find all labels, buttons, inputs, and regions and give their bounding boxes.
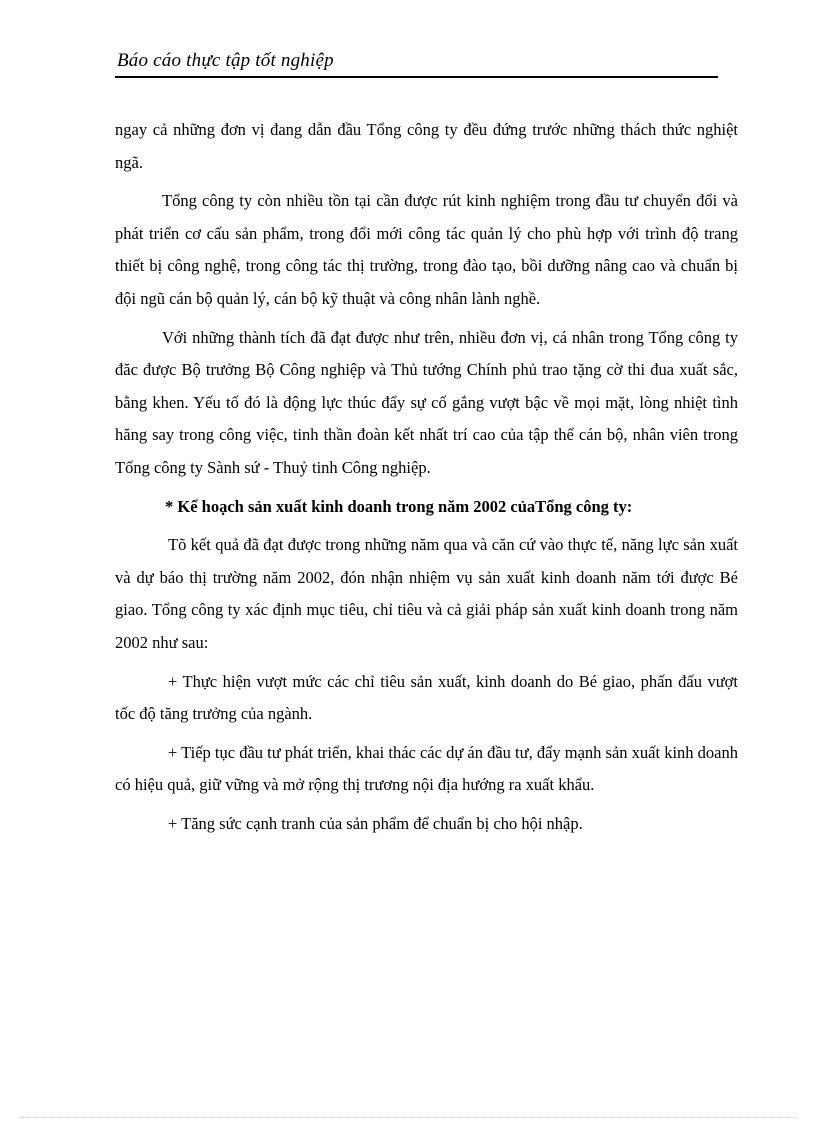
page-header — [115, 48, 718, 78]
paragraph-shortcomings: Tổng công ty còn nhiều tồn tại cần được rút kinh nghiệm trong đầu tư chuyển đổi và phát triển cơ cấu sản phẩm, trong đổi mới công tác quản lý cho phù hợp với trình độ trang thiết bị công nghệ, trong công tác thị trường, trong đào tạo, bồi dưỡng nâng cao và chuẩn bị đội ngũ cán bộ quản lý, cán bộ kỹ thuật và công nhân lành nghề. — [115, 191, 738, 308]
plan-intro: Tõ kết quả đã đạt được trong những năm qua và căn cứ vào thực tế, năng lực sản xuất và dự báo thị trường năm 2002, đón nhận nhiệm vụ sản xuất kinh doanh năm tới được Bé giao. Tổng công ty xác định mục tiêu, chỉ tiêu và cả giải pháp sản xuất kinh doanh trong năm 2002 như sau: — [115, 535, 738, 652]
plan-item: + Thực hiện vượt mức các chỉ tiêu sản xuất, kinh doanh do Bé giao, phấn đấu vượt tốc độ tăng trưởng của ngành. — [115, 671, 738, 724]
document-body — [115, 114, 738, 846]
paragraph-challenges: ngay cả những đơn vị đang dẫn đầu Tổng công ty đều đứng trước những thách thức nghiệt ngã. — [115, 120, 738, 172]
paragraph-achievements: Với những thành tích đã đạt được như trên, nhiều đơn vị, cá nhân trong Tổng công ty đăc được Bộ trưởng Bộ Công nghiệp và Thủ tướng Chính phủ trao tặng cờ thi đua xuất sắc, bằng khen. Yếu tố đó là động lực thúc đẩy sự cố gắng vượt bậc về mọi mặt, lòng nhiệt tình hăng say trong công việc, tinh thần đoàn kết nhất trí cao của tập thể cán bộ, nhân viên trong Tổng công ty Sành sứ - Thuỷ tinh Công nghiệp. — [115, 327, 738, 477]
header-title: Báo cáo thực tập tốt nghiệp — [117, 50, 334, 71]
plan-item: + Tăng sức cạnh tranh của sản phẩm để chuẩn bị cho hội nhập. — [168, 813, 583, 833]
plan-item: + Tiếp tục đầu tư phát triển, khai thác các dự án đầu tư, đẩy mạnh sản xuất kinh doanh có hiệu quả, giữ vững và mở rộng thị trương nội địa hướng ra xuất khẩu. — [115, 742, 738, 795]
page-bottom-divider — [20, 1117, 796, 1118]
plan-heading: * Kế hoạch sản xuất kinh doanh trong năm 2002 củaTổng công ty: — [165, 496, 633, 516]
